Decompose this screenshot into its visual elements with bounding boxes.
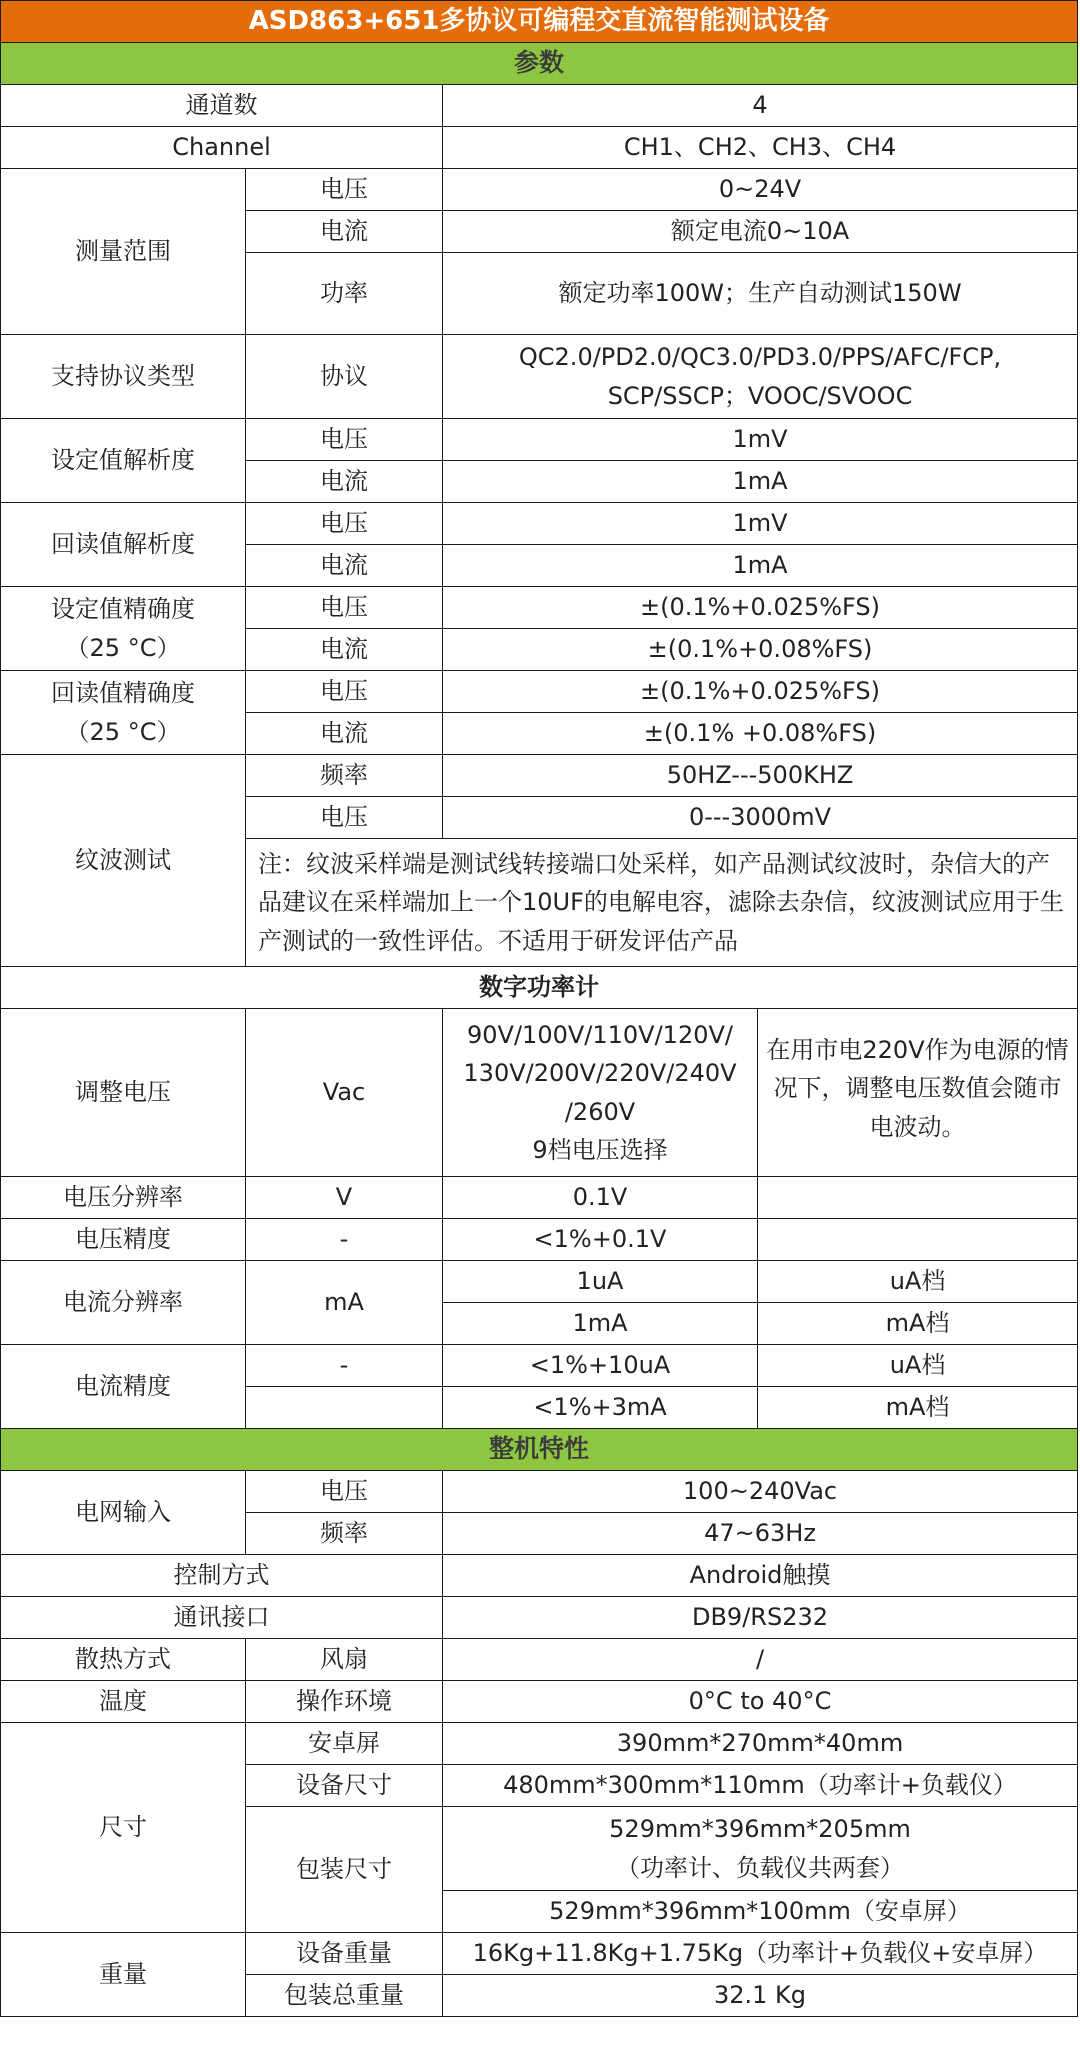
protocol-label: 支持协议类型 (1, 335, 246, 419)
channel-label: Channel (1, 127, 443, 169)
table-row (1, 1555, 1078, 1597)
meter-adj-note: 在用市电220V作为电源的情况下，调整电压数值会随市电波动。 (758, 1009, 1078, 1177)
size-pack-value1 (443, 1807, 1078, 1891)
table-row (1, 335, 1078, 419)
table-row (1, 1933, 1078, 1975)
set-acc-current-value: ±(0.1%+0.08%FS) (443, 629, 1078, 671)
size-pack-value1-line1: 529mm*396mm*205mm (609, 1815, 911, 1844)
meter-v-res-unit: V (246, 1177, 443, 1219)
section-header-params: 参数 (1, 43, 1078, 85)
ripple-freq-label: 频率 (246, 755, 443, 797)
temp-value: 0°C to 40°C (443, 1681, 1078, 1723)
protocol-value-line2: SCP/SSCP；VOOC/SVOOC (607, 381, 913, 410)
meter-adj-value-line3: /260V (564, 1097, 636, 1126)
table-row (1, 169, 1078, 211)
set-acc-voltage-value: ±(0.1%+0.025%FS) (443, 587, 1078, 629)
grid-voltage-label: 电压 (246, 1471, 443, 1513)
meter-i-res-range2: mA档 (758, 1303, 1078, 1345)
set-acc-label-line1: 设定值精确度 (51, 595, 195, 624)
table-row (1, 1597, 1078, 1639)
table-row (1, 419, 1078, 461)
set-res-label: 设定值解析度 (1, 419, 246, 503)
protocol-value-line1: QC2.0/PD2.0/QC3.0/PD3.0/PPS/AFC/FCP, (518, 343, 1002, 372)
table-row (1, 1177, 1078, 1219)
meter-i-acc-range2: mA档 (758, 1387, 1078, 1429)
read-res-voltage-label: 电压 (246, 503, 443, 545)
temp-sub: 操作环境 (246, 1681, 443, 1723)
protocol-value (443, 335, 1078, 419)
table-row (1, 755, 1078, 797)
size-pack-label: 包装尺寸 (246, 1807, 443, 1933)
ripple-note: 注：纹波采样端是测试线转接端口处采样，如产品测试纹波时，杂信大的产品建议在采样端加上一个10UF的电解电容，滤除去杂信，纹波测试应用于生产测试的一致性评估。不适用于研发评估产品 (246, 839, 1078, 967)
meter-v-acc-value: <1%+0.1V (443, 1219, 758, 1261)
weight-pack-value: 32.1 Kg (443, 1975, 1078, 2017)
protocol-sub-label: 协议 (246, 335, 443, 419)
meter-i-res-value1: 1uA (443, 1261, 758, 1303)
grid-label: 电网输入 (1, 1471, 246, 1555)
cooling-value: / (443, 1639, 1078, 1681)
table-row (1, 1261, 1078, 1303)
meter-i-acc-value1: <1%+10uA (443, 1345, 758, 1387)
weight-label: 重量 (1, 1933, 246, 2017)
section-header-machine: 整机特性 (1, 1429, 1078, 1471)
read-acc-current-value: ±(0.1% +0.08%FS) (443, 713, 1078, 755)
ripple-label: 纹波测试 (1, 755, 246, 967)
comm-label: 通讯接口 (1, 1597, 443, 1639)
channel-value: CH1、CH2、CH3、CH4 (443, 127, 1078, 169)
meter-i-res-label: 电流分辨率 (1, 1261, 246, 1345)
range-label: 测量范围 (1, 169, 246, 335)
read-res-label: 回读值解析度 (1, 503, 246, 587)
meter-i-acc-value2: <1%+3mA (443, 1387, 758, 1429)
weight-device-label: 设备重量 (246, 1933, 443, 1975)
set-acc-voltage-label: 电压 (246, 587, 443, 629)
range-voltage-value: 0~24V (443, 169, 1078, 211)
meter-adj-label: 调整电压 (1, 1009, 246, 1177)
read-res-current-value: 1mA (443, 545, 1078, 587)
grid-freq-value: 47~63Hz (443, 1513, 1078, 1555)
ripple-voltage-value: 0---3000mV (443, 797, 1078, 839)
cooling-label: 散热方式 (1, 1639, 246, 1681)
set-res-current-label: 电流 (246, 461, 443, 503)
meter-adj-value (443, 1009, 758, 1177)
table-row (1, 85, 1078, 127)
meter-adj-value-line1: 90V/100V/110V/120V/ (467, 1020, 733, 1049)
ripple-freq-value: 50HZ---500KHZ (443, 755, 1078, 797)
meter-i-acc-unit: - (246, 1345, 443, 1387)
weight-pack-label: 包装总重量 (246, 1975, 443, 2017)
channel-count-label: 通道数 (1, 85, 443, 127)
set-acc-current-label: 电流 (246, 629, 443, 671)
read-res-current-label: 电流 (246, 545, 443, 587)
table-row (1, 671, 1078, 713)
read-acc-current-label: 电流 (246, 713, 443, 755)
meter-adj-value-line4: 9档电压选择 (532, 1135, 668, 1164)
table-row (1, 1345, 1078, 1387)
read-acc-voltage-value: ±(0.1%+0.025%FS) (443, 671, 1078, 713)
meter-i-res-value2: 1mA (443, 1303, 758, 1345)
size-pack-value1-line2: （功率计、负载仪共两套） (616, 1853, 904, 1882)
temp-label: 温度 (1, 1681, 246, 1723)
set-res-current-value: 1mA (443, 461, 1078, 503)
range-current-value: 额定电流0~10A (443, 211, 1078, 253)
meter-adj-value-line2: 130V/200V/220V/240V (463, 1059, 737, 1088)
set-res-voltage-label: 电压 (246, 419, 443, 461)
size-pack-value2: 529mm*396mm*100mm（安卓屏） (443, 1891, 1078, 1933)
range-power-label: 功率 (246, 253, 443, 335)
meter-v-res-empty (758, 1177, 1078, 1219)
size-device-value: 480mm*300mm*110mm（功率计+负载仪） (443, 1765, 1078, 1807)
table-row (1, 1681, 1078, 1723)
comm-value: DB9/RS232 (443, 1597, 1078, 1639)
section-header-power-meter: 数字功率计 (1, 967, 1078, 1009)
size-device-label: 设备尺寸 (246, 1765, 443, 1807)
table-row (1, 1219, 1078, 1261)
meter-v-acc-unit: - (246, 1219, 443, 1261)
meter-v-res-value: 0.1V (443, 1177, 758, 1219)
size-label: 尺寸 (1, 1723, 246, 1933)
meter-i-acc-label: 电流精度 (1, 1345, 246, 1429)
meter-i-res-unit: mA (246, 1261, 443, 1345)
meter-v-res-label: 电压分辨率 (1, 1177, 246, 1219)
meter-i-res-range1: uA档 (758, 1261, 1078, 1303)
meter-i-acc-range1: uA档 (758, 1345, 1078, 1387)
table-row (1, 1639, 1078, 1681)
set-acc-label (1, 587, 246, 671)
table-row (1, 503, 1078, 545)
weight-device-value: 16Kg+11.8Kg+1.75Kg（功率计+负载仪+安卓屏） (443, 1933, 1078, 1975)
meter-v-acc-empty (758, 1219, 1078, 1261)
range-current-label: 电流 (246, 211, 443, 253)
control-value: Android触摸 (443, 1555, 1078, 1597)
read-acc-label-line1: 回读值精确度 (51, 679, 195, 708)
table-row (1, 1723, 1078, 1765)
table-row (1, 1471, 1078, 1513)
grid-freq-label: 频率 (246, 1513, 443, 1555)
set-res-voltage-value: 1mV (443, 419, 1078, 461)
size-screen-label: 安卓屏 (246, 1723, 443, 1765)
meter-i-acc-unit-empty (246, 1387, 443, 1429)
table-row (1, 127, 1078, 169)
range-power-value: 额定功率100W；生产自动测试150W (443, 253, 1078, 335)
meter-adj-unit: Vac (246, 1009, 443, 1177)
read-acc-label-line2: （25 °C） (65, 717, 181, 746)
range-voltage-label: 电压 (246, 169, 443, 211)
grid-voltage-value: 100~240Vac (443, 1471, 1078, 1513)
channel-count-value: 4 (443, 85, 1078, 127)
size-screen-value: 390mm*270mm*40mm (443, 1723, 1078, 1765)
cooling-sub: 风扇 (246, 1639, 443, 1681)
read-res-voltage-value: 1mV (443, 503, 1078, 545)
table-row (1, 1009, 1078, 1177)
set-acc-label-line2: （25 °C） (65, 633, 181, 662)
table-title: ASD863+651多协议可编程交直流智能测试设备 (1, 1, 1078, 43)
table-row (1, 587, 1078, 629)
meter-v-acc-label: 电压精度 (1, 1219, 246, 1261)
read-acc-voltage-label: 电压 (246, 671, 443, 713)
control-label: 控制方式 (1, 1555, 443, 1597)
ripple-voltage-label: 电压 (246, 797, 443, 839)
read-acc-label (1, 671, 246, 755)
